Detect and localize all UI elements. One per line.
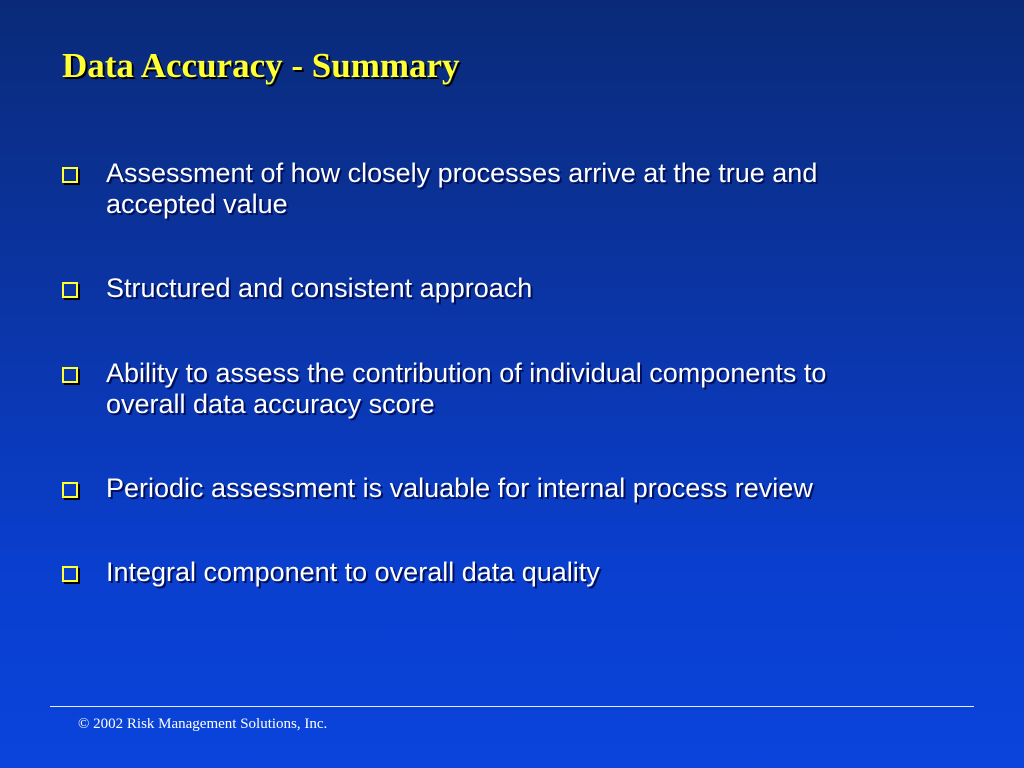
bullet-item xyxy=(62,273,862,304)
hollow-square-bullet-icon xyxy=(62,482,78,498)
bullet-text: Assessment of how closely processes arrive at the true and accepted value xyxy=(106,158,818,219)
bullet-text: Ability to assess the contribution of individual components to overall data accuracy score xyxy=(106,358,827,419)
hollow-square-bullet-icon xyxy=(62,167,78,183)
bullet-item xyxy=(62,158,862,220)
footer-divider xyxy=(50,706,974,707)
bullet-text: Periodic assessment is valuable for internal process review xyxy=(106,473,813,503)
bullet-text: Integral component to overall data quality xyxy=(106,557,600,587)
bullet-list xyxy=(62,158,862,641)
hollow-square-bullet-icon xyxy=(62,566,78,582)
bullet-item xyxy=(62,358,862,420)
bullet-item xyxy=(62,557,862,588)
bullet-text: Structured and consistent approach xyxy=(106,273,533,303)
slide-title: Data Accuracy - Summary xyxy=(62,46,460,85)
hollow-square-bullet-icon xyxy=(62,282,78,298)
bullet-item xyxy=(62,473,862,504)
hollow-square-bullet-icon xyxy=(62,367,78,383)
copyright-footer: © 2002 Risk Management Solutions, Inc. xyxy=(78,716,328,732)
